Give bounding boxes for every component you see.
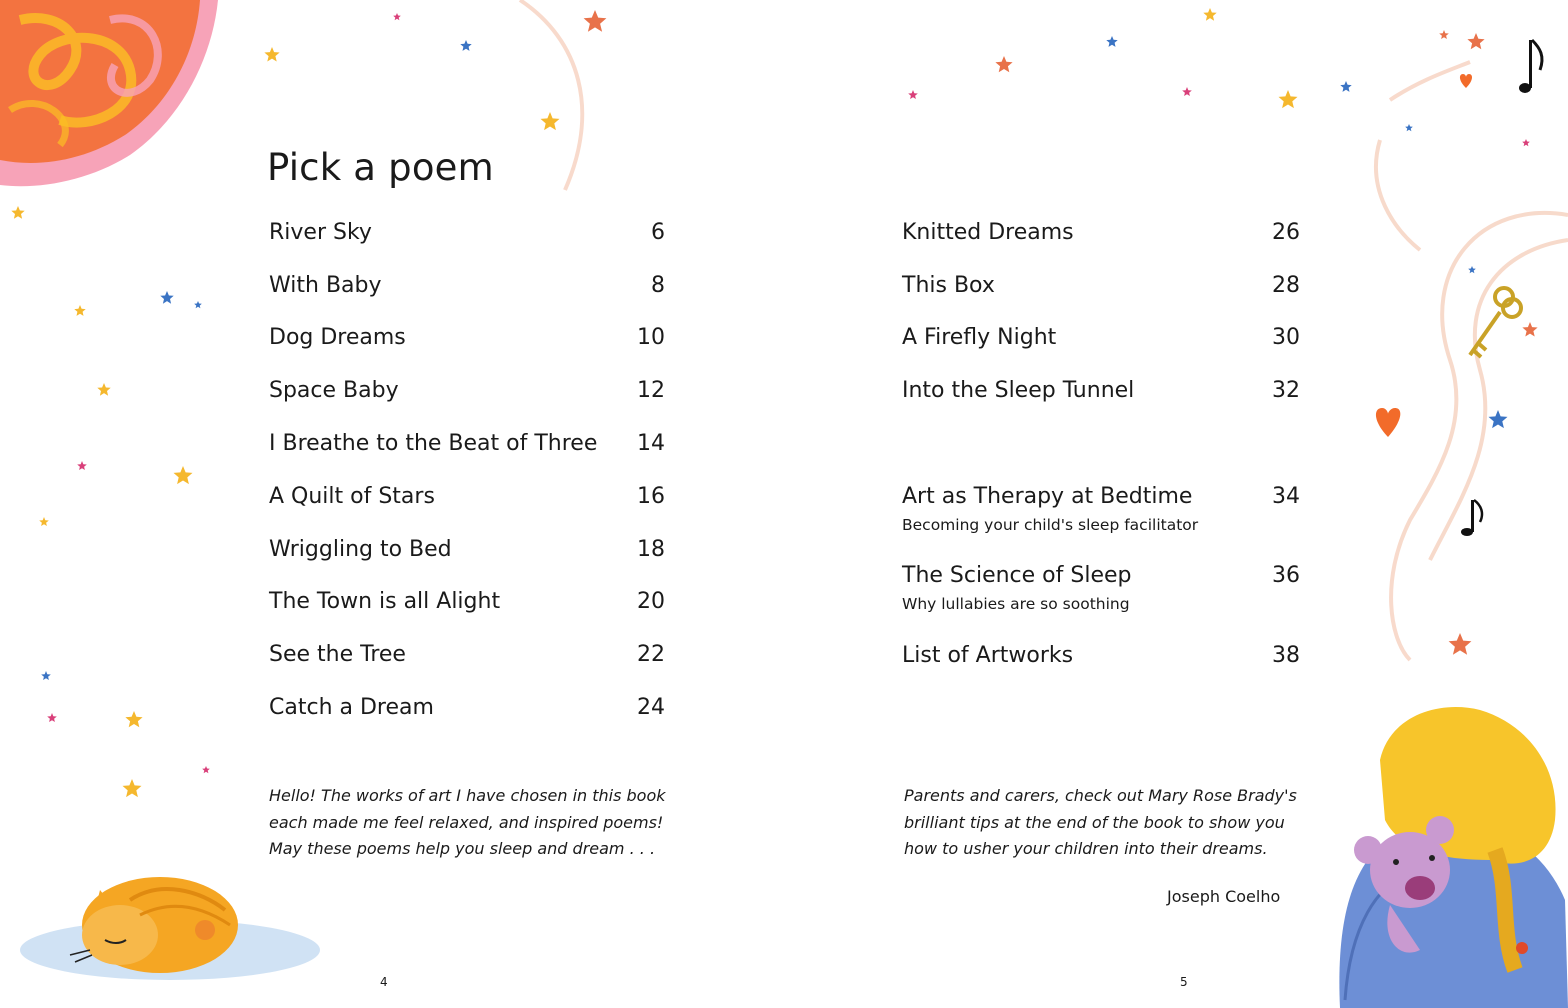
star-icon	[1489, 410, 1508, 428]
toc-entry-page: 8	[651, 273, 665, 298]
toc-entry-page: 30	[1272, 325, 1300, 350]
toc-entry-page: 6	[651, 220, 665, 245]
cat-illustration	[20, 877, 320, 980]
child-with-teddy-illustration	[1339, 707, 1568, 1008]
toc-entry-page: 12	[637, 378, 665, 403]
toc-entry-title: A Firefly Night	[902, 325, 1057, 350]
page-number-right: 5	[1180, 975, 1188, 989]
toc-entry-title: See the Tree	[269, 642, 406, 667]
star-icon	[123, 779, 142, 797]
star-icon	[584, 10, 607, 32]
toc-entry-title: List of Artworks	[902, 643, 1074, 668]
toc-entry-page: 22	[637, 642, 665, 667]
toc-entry-page: 18	[637, 537, 665, 562]
star-icon	[1405, 124, 1413, 131]
toc-entry-title: Catch a Dream	[269, 695, 434, 720]
star-icon	[41, 671, 51, 680]
star-icon	[1340, 81, 1351, 92]
star-icon	[995, 56, 1012, 72]
intro-line: Hello! The works of art I have chosen in this book	[269, 786, 666, 805]
toc-entry-title: River Sky	[269, 220, 372, 245]
page-title: Pick a poem	[267, 146, 494, 189]
star-icon	[1449, 633, 1472, 655]
star-icon	[125, 711, 142, 727]
toc-entry-title: Knitted Dreams	[902, 220, 1074, 245]
star-icon	[11, 206, 24, 219]
star-icon	[1522, 139, 1530, 146]
intro-line: how to usher your children into their dreams.	[904, 839, 1268, 858]
intro-line: Parents and carers, check out Mary Rose Brady's	[904, 786, 1297, 805]
star-icon	[47, 713, 57, 722]
toc-entry-page: 16	[637, 484, 665, 509]
toc-entry-title: Art as Therapy at Bedtime	[902, 484, 1193, 509]
toc-entry-page: 34	[1272, 484, 1300, 509]
music-note-icon	[1461, 40, 1542, 536]
toc-entry-page: 20	[637, 589, 665, 614]
star-icon	[541, 112, 560, 130]
star-icon	[908, 90, 918, 99]
key-illustration	[1470, 288, 1521, 357]
toc-entry-page: 24	[637, 695, 665, 720]
star-icon	[1439, 30, 1449, 39]
star-icon	[393, 13, 401, 20]
intro-line: brilliant tips at the end of the book to show you	[904, 812, 1285, 832]
toc-entry-title: The Town is all Alight	[269, 589, 501, 614]
toc-entry-page: 38	[1272, 643, 1300, 668]
author-signature: Joseph Coelho	[1167, 887, 1281, 906]
star-icon	[1279, 90, 1298, 108]
toc-entry-page: 32	[1272, 378, 1300, 403]
toc-entry-title: A Quilt of Stars	[269, 484, 435, 509]
page-number-left: 4	[380, 975, 388, 989]
star-icon	[1467, 33, 1484, 49]
star-icon	[174, 466, 193, 484]
toc-entry-subtitle: Becoming your child's sleep facilitator	[902, 516, 1199, 534]
intro-line: May these poems help you sleep and dream . . .	[269, 839, 656, 858]
toc-entry-title: I Breathe to the Beat of Three	[269, 431, 598, 456]
star-icon	[264, 47, 279, 62]
toc-entry-page: 14	[637, 431, 665, 456]
star-icon	[1203, 8, 1216, 21]
star-icon	[39, 517, 49, 526]
toc-entry-page: 36	[1272, 563, 1300, 588]
star-icon	[202, 766, 210, 773]
toc-entry-subtitle: Why lullabies are so soothing	[902, 595, 1130, 613]
toc-entry-title: Dog Dreams	[269, 325, 406, 350]
intro-note-left	[269, 783, 666, 863]
toc-entry-title: Wriggling to Bed	[269, 537, 452, 562]
stars-decoration	[11, 8, 1537, 797]
intro-line: each made me feel relaxed, and inspired poems!	[269, 812, 664, 832]
toc-entry-title: Into the Sleep Tunnel	[902, 378, 1135, 403]
star-icon	[74, 305, 85, 316]
toc-entry-title: With Baby	[269, 273, 382, 298]
star-icon	[460, 40, 471, 51]
toc-entry-title: This Box	[902, 273, 995, 298]
heart-icon	[1376, 74, 1472, 437]
toc-entry-page: 28	[1272, 273, 1300, 298]
star-icon	[97, 383, 110, 396]
star-icon	[1106, 36, 1117, 47]
toc-entry-title: Space Baby	[269, 378, 399, 403]
toc-entry-title: The Science of Sleep	[902, 563, 1132, 588]
star-icon	[160, 291, 173, 304]
star-icon	[1468, 266, 1476, 273]
star-icon	[1522, 322, 1537, 337]
toc-entry-page: 26	[1272, 220, 1300, 245]
moon-illustration	[0, 0, 218, 186]
star-icon	[194, 301, 202, 308]
intro-note-right	[904, 783, 1297, 863]
star-icon	[77, 461, 87, 470]
star-icon	[1182, 87, 1192, 96]
toc-entry-page: 10	[637, 325, 665, 350]
